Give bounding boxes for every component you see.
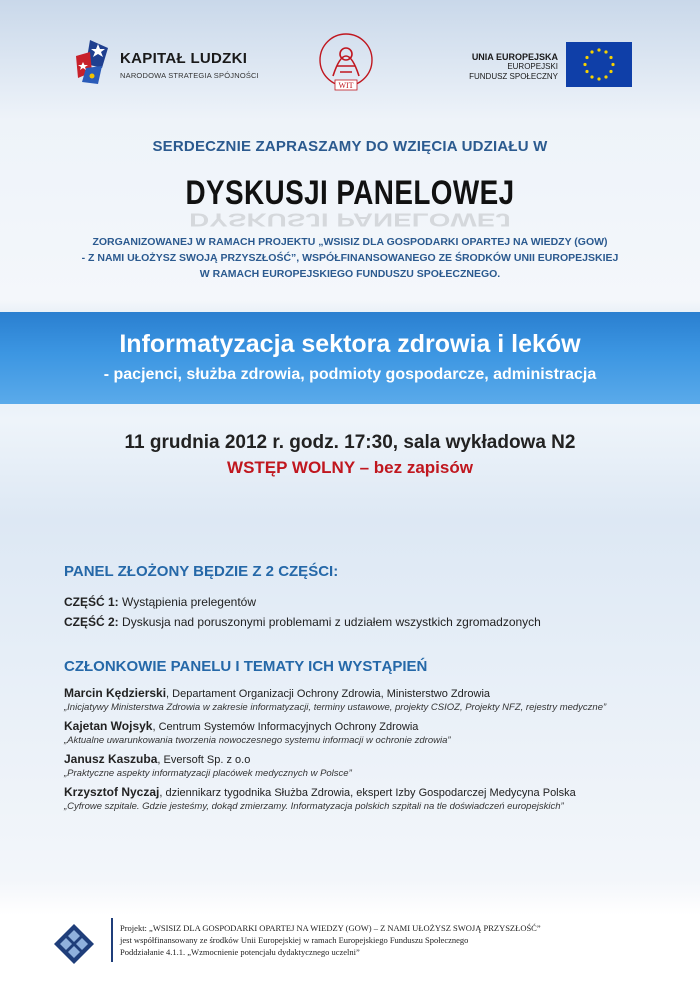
- kapital-ludzki-subtitle: NARODOWA STRATEGIA SPÓJNOŚCI: [120, 71, 259, 80]
- panel-part-1: CZĘŚĆ 1: Wystąpienia prelegentów: [64, 595, 256, 609]
- footer-text: [120, 922, 680, 958]
- member-topic: „Praktyczne aspekty informatyzacji placówek medycznych w Polsce”: [64, 768, 352, 779]
- organizer-line-2: - Z NAMI UŁOŻYSZ SWOJĄ PRZYSZŁOŚĆ”, WSPÓŁFINANSOWANEGO ZE ŚRODKÓW UNII EUROPEJSKIEJ: [81, 252, 619, 264]
- ue-title: UNIA EUROPEJSKA: [471, 52, 558, 62]
- kapital-ludzki-logo-icon: [72, 38, 112, 86]
- footer-divider: [111, 918, 113, 962]
- member-name: Krzysztof Nyczaj: [64, 785, 160, 799]
- panel-parts: [64, 592, 541, 632]
- footer-line-2: jest współfinansowany ze środków Unii Europejskiej w ramach Europejskiego Funduszu Społecznego: [120, 935, 469, 945]
- member-affiliation: , dziennikarz tygodnika Służba Zdrowia, ekspert Izby Gospodarczej Medycyna Polska: [159, 787, 576, 799]
- panel-heading: PANEL ZŁOŻONY BĘDZIE Z 2 CZĘŚCI:: [64, 563, 339, 580]
- member-name: Janusz Kaszuba: [64, 752, 158, 766]
- member-item: [64, 785, 684, 813]
- ue-line-2: FUNDUSZ SPOŁECZNY: [469, 72, 558, 81]
- wit-logo-text: WIT: [338, 81, 354, 90]
- ue-line-1: EUROPEJSKI: [507, 62, 558, 71]
- organizer-line-1: ZORGANIZOWANEJ W RAMACH PROJEKTU „WSISIZ DLA GOSPODARKI OPARTEJ NA WIEDZY (GOW): [92, 236, 608, 248]
- kapital-ludzki-title: KAPITAŁ LUDZKI: [120, 50, 248, 67]
- member-affiliation: , Departament Organizacji Ochrony Zdrowia, Ministerstwo Zdrowia: [166, 688, 491, 700]
- event-date-line: 11 grudnia 2012 r. godz. 17:30, sala wykładowa N2: [124, 432, 576, 453]
- panel-part-2: CZĘŚĆ 2: Dyskusja nad poruszonymi problemami z udziałem wszystkich zgromadzonych: [64, 615, 541, 629]
- members-heading: CZŁONKOWIE PANELU I TEMATY ICH WYSTĄPIEŃ: [64, 658, 428, 675]
- member-item: [64, 719, 684, 747]
- headline: DYSKUSJI PANELOWEJ: [185, 174, 515, 212]
- organizer-line-3: W RAMACH EUROPEJSKIEGO FUNDUSZU SPOŁECZNEGO.: [199, 268, 501, 280]
- member-affiliation: , Eversoft Sp. z o.o: [157, 754, 251, 766]
- organizer-statement: [0, 234, 700, 282]
- event-subtitle: - pacjenci, służba zdrowia, podmioty gospodarcze, administracja: [103, 366, 597, 383]
- wit-logo-icon: [315, 30, 377, 94]
- headline-reflection: DYSKUSJI PANELOWEJ: [189, 209, 511, 231]
- member-name: Marcin Kędzierski: [64, 686, 167, 700]
- member-name: Kajetan Wojsyk: [64, 719, 153, 733]
- member-affiliation: , Centrum Systemów Informacyjnych Ochrony Zdrowia: [152, 721, 419, 733]
- footer-project-logo-icon: [52, 922, 96, 966]
- members-list: [64, 686, 684, 818]
- footer-line-3: Poddziałanie 4.1.1. „Wzmocnienie potencjału dydaktycznego uczelni”: [120, 947, 360, 957]
- eu-flag-icon: [566, 42, 632, 87]
- member-item: [64, 686, 684, 714]
- free-entry: WSTĘP WOLNY – bez zapisów: [227, 458, 473, 477]
- footer-line-1: Projekt: „WSISIZ DLA GOSPODARKI OPARTEJ NA WIEDZY (GOW) – Z NAMI UŁOŻYSZ SWOJĄ PRZYSZŁOŚĆ”: [120, 923, 541, 933]
- member-topic: „Aktualne uwarunkowania tworzenia nowoczesnego systemu informacji w ochronie zdrowia”: [64, 735, 451, 746]
- member-item: [64, 752, 684, 780]
- member-topic: „Cyfrowe szpitale. Gdzie jesteśmy, dokąd zmierzamy. Informatyzacja polskich szpitali na tle doświadczeń europejskich”: [64, 801, 564, 812]
- invitation-line: SERDECZNIE ZAPRASZAMY DO WZIĘCIA UDZIAŁU W: [152, 138, 548, 155]
- member-topic: „Inicjatywy Ministerstwa Zdrowia w zakresie informatyzacji, terminy ustawowe, projekty CSIOZ, Projekty NFZ, rejestry medyczne”: [64, 702, 607, 713]
- ue-text-block: [430, 52, 558, 82]
- event-title: Informatyzacja sektora zdrowia i leków: [119, 330, 581, 358]
